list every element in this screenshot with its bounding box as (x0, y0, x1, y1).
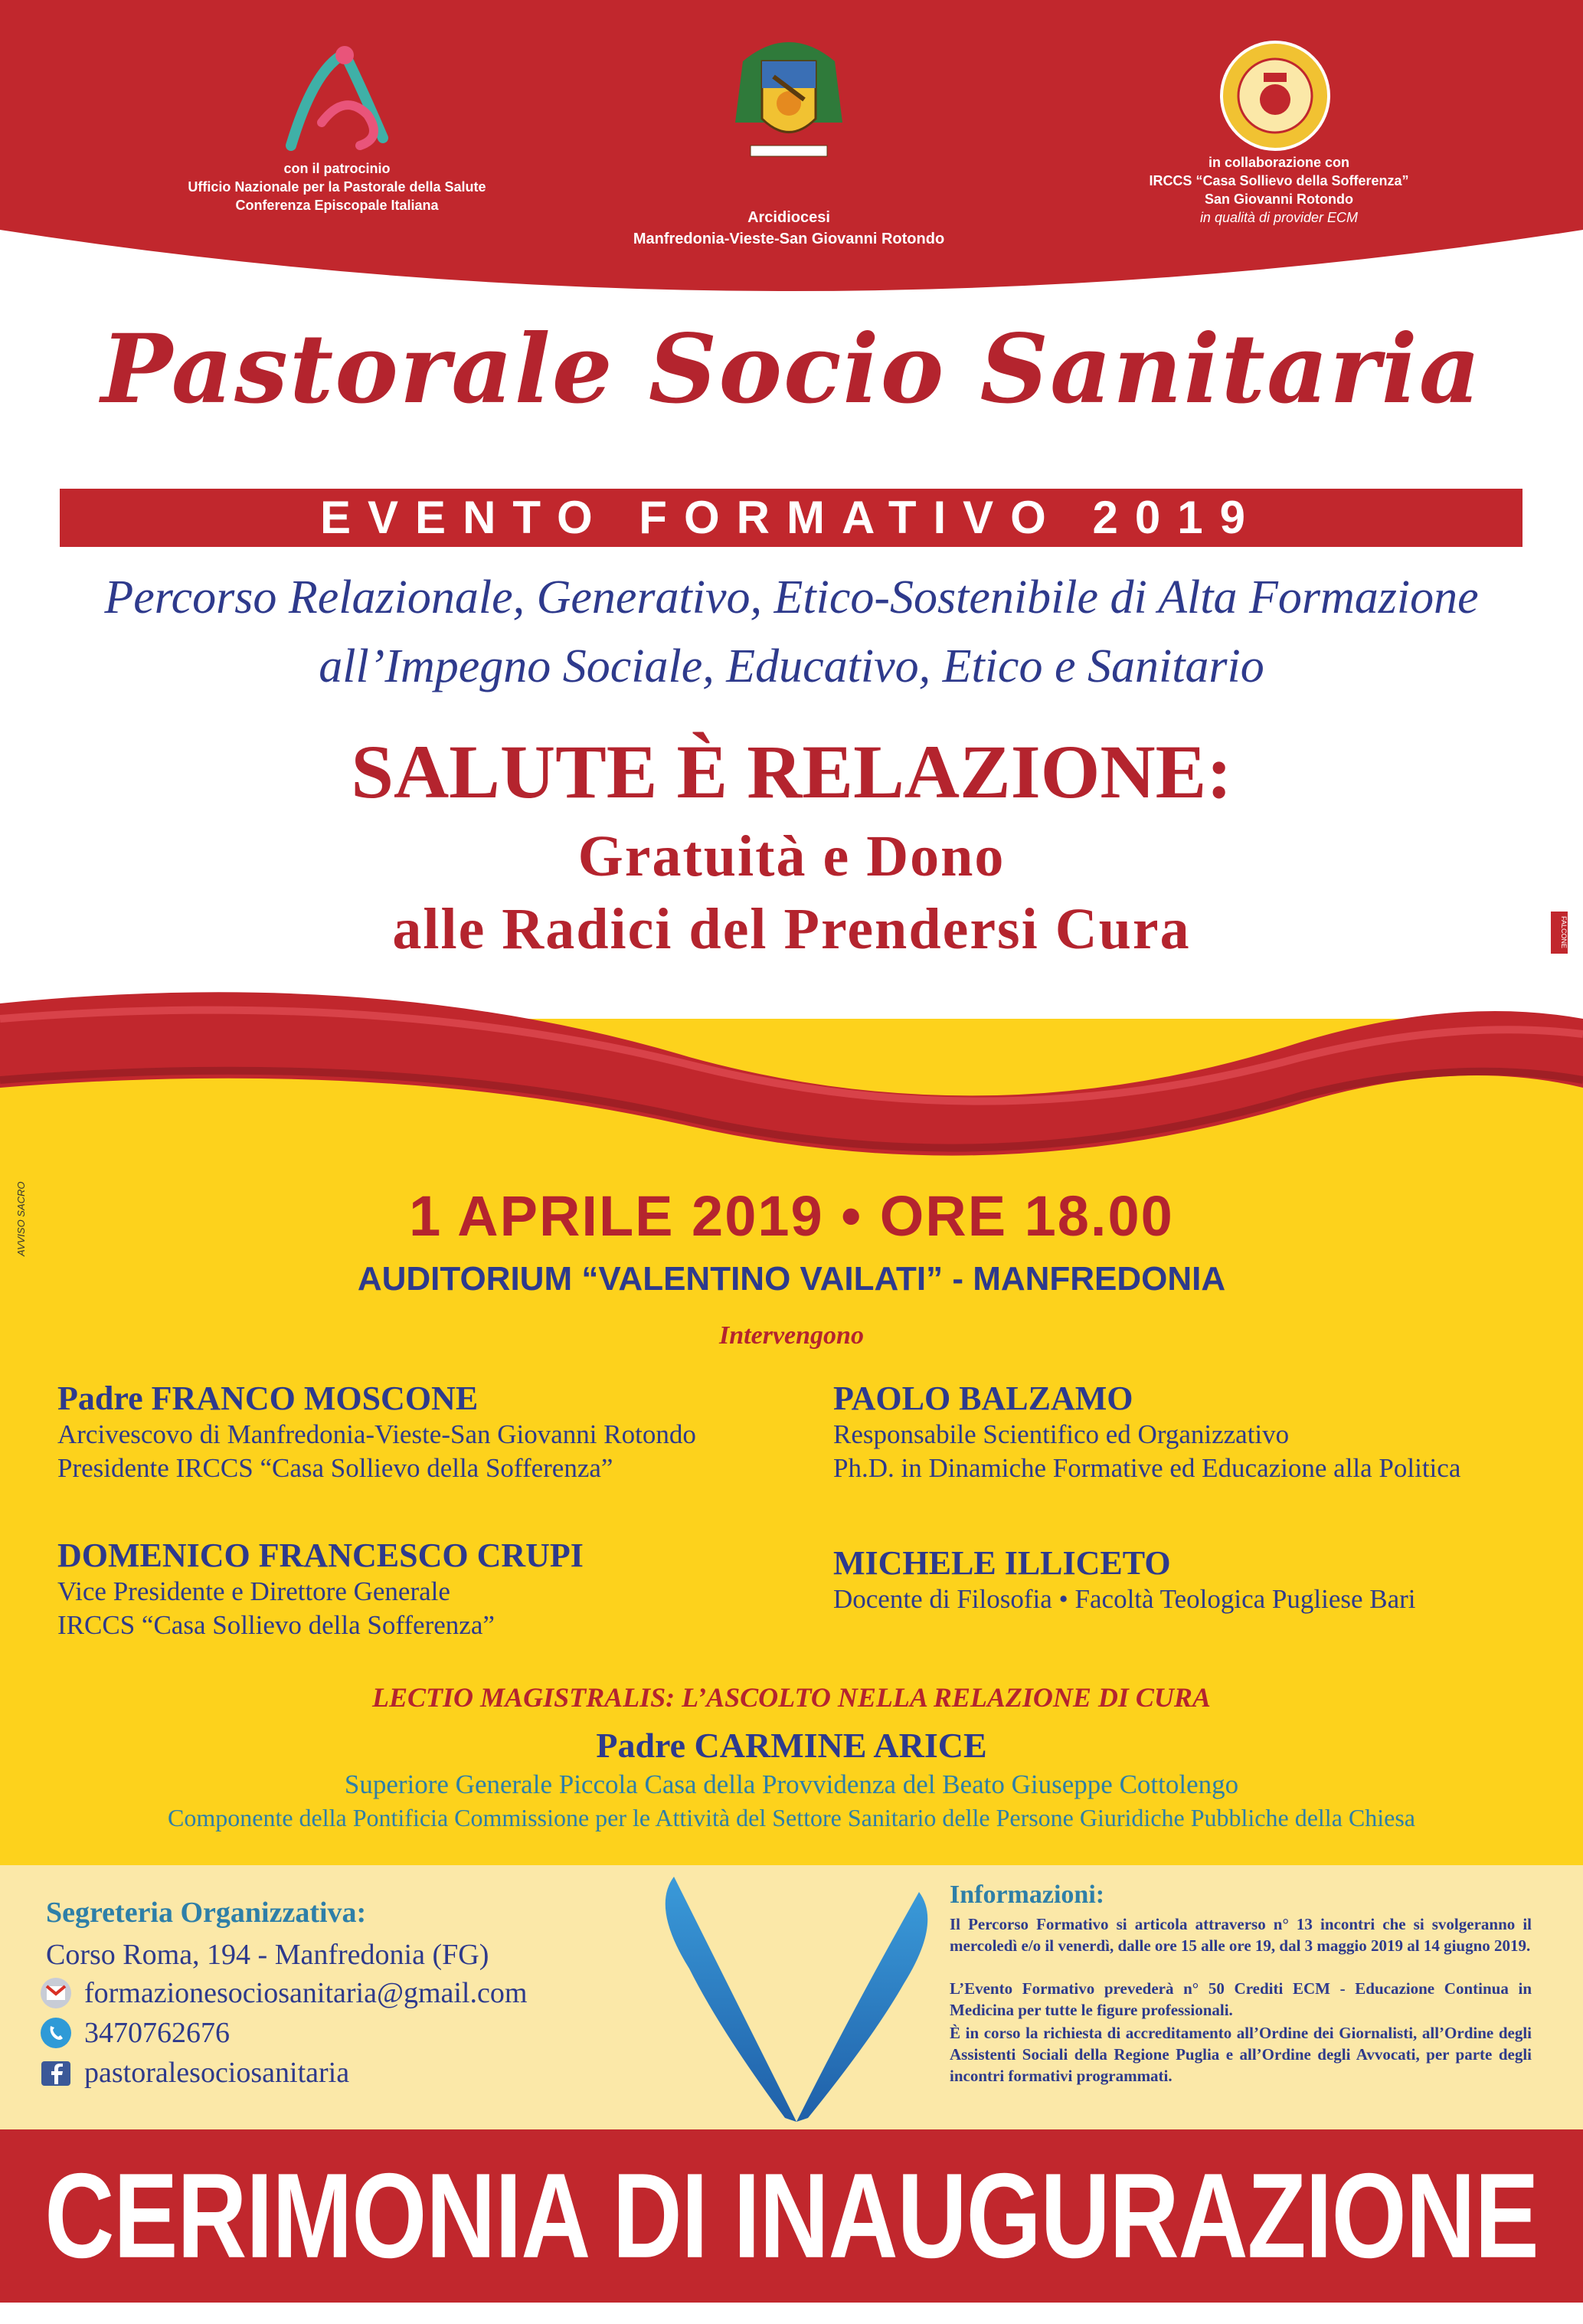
informazioni-paragraph-1: Il Percorso Formativo si articola attraverso n° 13 incontri che si svolgeranno il mercoledì e/o il venerdì, dalle ore 15 alle ore 19, dal 3 maggio 2019 al 14 giugno 2019. (950, 1915, 1532, 1955)
speaker-role: Responsabile Scientifico ed Organizzativo (833, 1419, 1290, 1449)
speaker-role: Vice Presidente e Direttore Generale (57, 1576, 450, 1606)
collaborazione-label: in collaborazione con (1208, 155, 1350, 170)
email-address[interactable]: formazionesociosanitaria@gmail.com (84, 1977, 528, 2009)
provider-ecm-label: in qualità di provider ECM (1199, 210, 1359, 225)
phone-contact[interactable] (40, 2016, 230, 2050)
ufficio-label: Ufficio Nazionale per la Pastorale della Salute (188, 179, 486, 195)
segreteria-title: Segreteria Organizzativa: (46, 1897, 367, 1929)
speaker-moscone (57, 1379, 696, 1485)
headline-sub-1: Gratuità e Dono (577, 824, 1006, 889)
facebook-contact[interactable] (40, 2056, 349, 2090)
segreteria-address: Corso Roma, 194 - Manfredonia (FG) (46, 1939, 489, 1971)
phone-number[interactable]: 3470762676 (84, 2017, 230, 2049)
speaker-balzamo (833, 1379, 1460, 1485)
gmail-icon (40, 1977, 72, 2009)
speaker-role: IRCCS “Casa Sollievo della Sofferenza” (57, 1610, 495, 1640)
red-ribbon (0, 973, 1583, 1218)
informazioni-title: Informazioni: (950, 1880, 1105, 1909)
lectio-magistralis-title: LECTIO MAGISTRALIS: L’ASCOLTO NELLA RELAZIONE DI CURA (372, 1682, 1211, 1713)
headline-sub-2: alle Radici del Prendersi Cura (392, 897, 1191, 961)
informazioni-paragraph-3: È in corso la richiesta di accreditamento all’Ordine dei Giornalisti, all’Ordine degli Assistenti Sociali della Regione Puglia e all’Ordine degli Avvocati, per parte degli incontri formativi programmati. (950, 2024, 1532, 2085)
speaker-role: Presidente IRCCS “Casa Sollievo della Sofferenza” (57, 1453, 613, 1483)
lectio-speaker: Padre CARMINE ARICE (596, 1726, 987, 1765)
evento-formativo-bar: EVENTO FORMATIVO 2019 (60, 489, 1522, 547)
script-title: Pastorale Socio Sanitaria (100, 314, 1483, 425)
headline: SALUTE È RELAZIONE: (351, 729, 1232, 814)
speaker-role: Arcivescovo di Manfredonia-Vieste-San Giovanni Rotondo (57, 1419, 696, 1449)
san-giovanni-label: San Giovanni Rotondo (1205, 191, 1353, 207)
avviso-sacro-note: AVVISO SACRO (15, 1181, 27, 1256)
speaker-role: Ph.D. in Dinamiche Formative ed Educazione alla Politica (833, 1453, 1461, 1483)
event-venue: AUDITORIUM “VALENTINO VAILATI” - MANFREDONIA (357, 1260, 1226, 1298)
irccs-label: IRCCS “Casa Sollievo della Sofferenza” (1149, 173, 1409, 188)
speaker-crupi (57, 1536, 584, 1642)
casa-sollievo-seal (1218, 38, 1333, 153)
patrocinio-label: con il patrocinio (283, 161, 391, 176)
intervengono-label: Intervengono (719, 1321, 864, 1350)
speaker-role: Docente di Filosofia • Facoltà Teologica Pugliese Bari (833, 1584, 1416, 1614)
speaker-illiceto (833, 1543, 1416, 1616)
printer-mark: FALCONE (1551, 912, 1568, 954)
cei-label: Conferenza Episcopale Italiana (235, 198, 439, 213)
phone-icon (40, 2017, 72, 2049)
email-contact[interactable] (40, 1976, 527, 2010)
lectio-speaker-role-2: Componente della Pontificia Commissione per le Attività del Settore Sanitario delle Persone Giuridiche Pubbliche della Chiesa (168, 1804, 1415, 1831)
subtitle-line-1: Percorso Relazionale, Generativo, Etico-Sostenibile di Alta Formazione (104, 571, 1479, 624)
diocese-name-label: Manfredonia-Vieste-San Giovanni Rotondo (633, 231, 945, 247)
subtitle-line-2: all’Impegno Sociale, Educativo, Etico e Sanitario (319, 640, 1264, 692)
informazioni-paragraph-2: L’Evento Formativo prevederà n° 50 Crediti ECM - Educazione Continua in Medicina per tutte le figure professionali. (950, 1979, 1532, 2019)
lectio-speaker-role-1: Superiore Generale Piccola Casa della Provvidenza del Beato Giuseppe Cottolengo (344, 1769, 1239, 1799)
speaker-name: PAOLO BALZAMO (833, 1380, 1133, 1417)
speaker-name: Padre FRANCO MOSCONE (57, 1380, 479, 1417)
facebook-page[interactable]: pastoralesociosanitaria (84, 2057, 350, 2089)
speaker-name: DOMENICO FRANCESCO CRUPI (57, 1537, 584, 1574)
coat-of-arms-icon (728, 31, 850, 161)
cerimonia-banner-text: CERIMONIA DI INAUGURAZIONE (44, 2148, 1539, 2283)
pastorale-salute-logo-icon (268, 38, 406, 153)
facebook-icon (40, 2057, 72, 2089)
left-logo (268, 38, 406, 153)
hospital-seal-icon (1218, 38, 1333, 153)
center-logo-caption (536, 207, 1042, 250)
left-logo-caption (115, 159, 559, 214)
arcidiocesi-label: Arcidiocesi (747, 209, 830, 226)
right-logo-caption (1057, 153, 1501, 227)
archdiocese-crest (728, 31, 850, 161)
event-date-time: 1 APRILE 2019 • ORE 18.00 (409, 1184, 1174, 1248)
speaker-name: MICHELE ILLICETO (833, 1544, 1171, 1582)
